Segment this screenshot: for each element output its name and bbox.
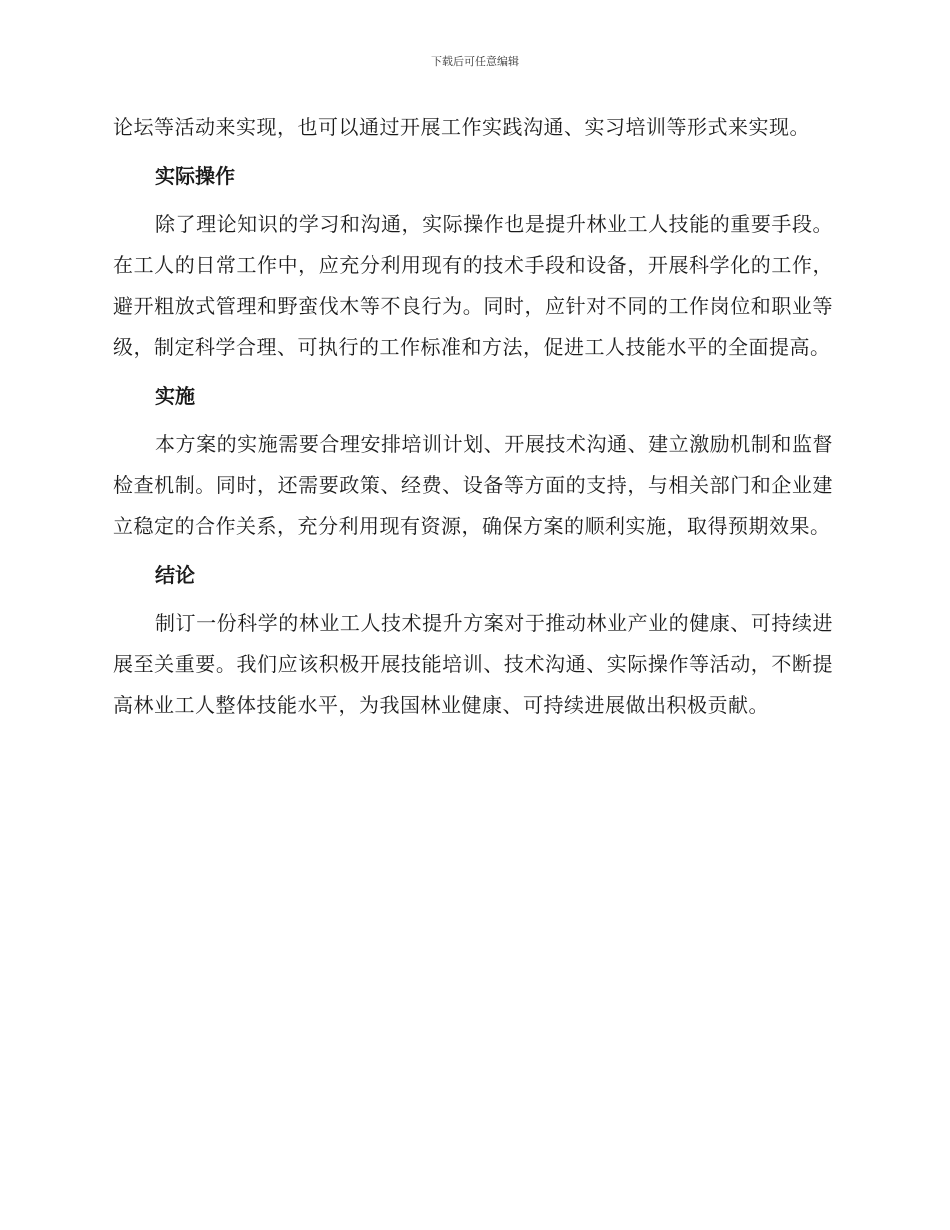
- section-paragraph-implementation: 本方案的实施需要合理安排培训计划、开展技术沟通、建立激励机制和监督检查机制。同时，还需要政策、经费、设备等方面的支持，与相关部门和企业建立稳定的合作关系，充分利用现有资源，确保方案的顺利实施，取得预期效果。: [113, 432, 833, 538]
- page-header: 下载后可任意编辑: [431, 55, 519, 68]
- intro-paragraph: 论坛等活动来实现，也可以通过开展工作实践沟通、实习培训等形式来实现。: [113, 115, 810, 139]
- section-heading-conclusion: 结论: [155, 563, 195, 587]
- section-paragraph-conclusion: 制订一份科学的林业工人技术提升方案对于推动林业产业的健康、可持续进展至关重要。我们应该积极开展技能培训、技术沟通、实际操作等活动，不断提高林业工人整体技能水平，为我国林业健康、可持续进展做出积极贡献。: [113, 611, 833, 717]
- section-heading-practical-operation: 实际操作: [155, 164, 235, 188]
- section-paragraph-practical-operation: 除了理论知识的学习和沟通，实际操作也是提升林业工人技能的重要手段。在工人的日常工作中，应充分利用现有的技术手段和设备，开展科学化的工作，避开粗放式管理和野蛮伐木等不良行为。同时，应针对不同的工作岗位和职业等级，制定科学合理、可执行的工作标准和方法，促进工人技能水平的全面提高。: [113, 212, 833, 359]
- section-heading-implementation: 实施: [155, 384, 195, 408]
- document-body: [113, 107, 833, 726]
